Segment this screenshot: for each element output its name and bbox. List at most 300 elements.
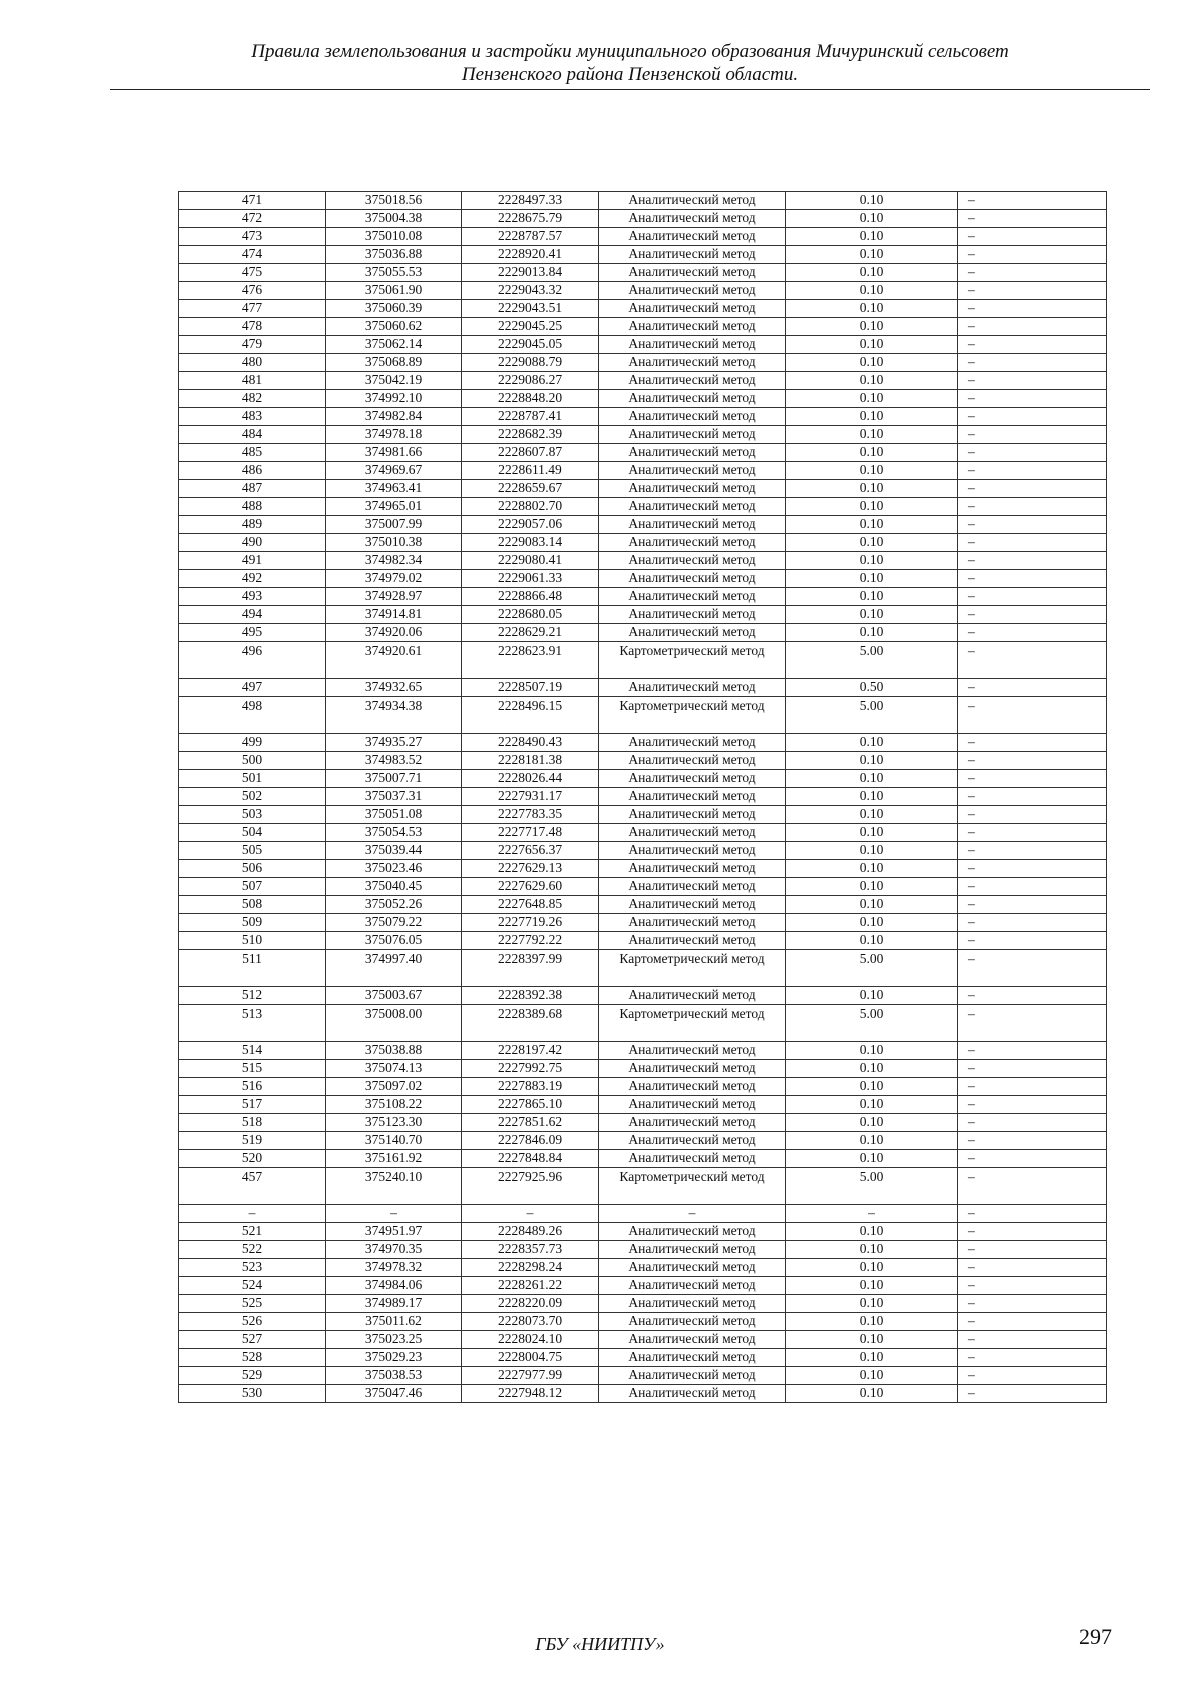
y-coordinate-cell: 2228197.42 xyxy=(462,1042,599,1060)
accuracy-cell: 0.10 xyxy=(786,318,958,336)
table-row xyxy=(179,896,1107,914)
table-row xyxy=(179,1313,1107,1331)
notes-cell: – xyxy=(958,752,1107,770)
accuracy-cell: 0.10 xyxy=(786,390,958,408)
point-number-cell: 513 xyxy=(179,1005,326,1042)
method-cell: Аналитический метод xyxy=(599,570,786,588)
method-cell: Аналитический метод xyxy=(599,1313,786,1331)
method-cell: Аналитический метод xyxy=(599,679,786,697)
table-row xyxy=(179,1349,1107,1367)
method-cell: Аналитический метод xyxy=(599,752,786,770)
point-number-cell: 515 xyxy=(179,1060,326,1078)
x-coordinate-cell: 374981.66 xyxy=(326,444,462,462)
x-coordinate-cell: 375038.53 xyxy=(326,1367,462,1385)
accuracy-cell: 5.00 xyxy=(786,1005,958,1042)
point-number-cell: 498 xyxy=(179,697,326,734)
y-coordinate-cell: 2227992.75 xyxy=(462,1060,599,1078)
method-cell: Аналитический метод xyxy=(599,788,786,806)
method-cell: Аналитический метод xyxy=(599,1223,786,1241)
method-cell: Аналитический метод xyxy=(599,914,786,932)
accuracy-cell: 5.00 xyxy=(786,697,958,734)
x-coordinate-cell: 374914.81 xyxy=(326,606,462,624)
y-coordinate-cell: 2228389.68 xyxy=(462,1005,599,1042)
point-number-cell: 528 xyxy=(179,1349,326,1367)
notes-cell: – xyxy=(958,480,1107,498)
page-number: 297 xyxy=(1079,1624,1112,1649)
table-row xyxy=(179,734,1107,752)
accuracy-cell: 0.10 xyxy=(786,372,958,390)
y-coordinate-cell: 2228490.43 xyxy=(462,734,599,752)
table-row xyxy=(179,264,1107,282)
x-coordinate-cell: 374989.17 xyxy=(326,1295,462,1313)
x-coordinate-cell: 375060.62 xyxy=(326,318,462,336)
table-row xyxy=(179,372,1107,390)
accuracy-cell: 5.00 xyxy=(786,642,958,679)
table-row xyxy=(179,282,1107,300)
x-coordinate-cell: 374983.52 xyxy=(326,752,462,770)
accuracy-cell: 0.10 xyxy=(786,1078,958,1096)
accuracy-cell: 0.10 xyxy=(786,1331,958,1349)
table-row xyxy=(179,516,1107,534)
method-cell: Аналитический метод xyxy=(599,1277,786,1295)
notes-cell: – xyxy=(958,1241,1107,1259)
point-number-cell: 502 xyxy=(179,788,326,806)
point-number-cell: 509 xyxy=(179,914,326,932)
x-coordinate-cell: 375007.99 xyxy=(326,516,462,534)
notes-cell: – xyxy=(958,1313,1107,1331)
method-cell: Аналитический метод xyxy=(599,1367,786,1385)
y-coordinate-cell: 2228920.41 xyxy=(462,246,599,264)
x-coordinate-cell: 375039.44 xyxy=(326,842,462,860)
accuracy-cell: 0.10 xyxy=(786,1042,958,1060)
notes-cell: – xyxy=(958,228,1107,246)
method-cell: Аналитический метод xyxy=(599,1331,786,1349)
point-number-cell: 497 xyxy=(179,679,326,697)
x-coordinate-cell: 375047.46 xyxy=(326,1385,462,1403)
x-coordinate-cell: 375040.45 xyxy=(326,878,462,896)
x-coordinate-cell: 374963.41 xyxy=(326,480,462,498)
method-cell: Аналитический метод xyxy=(599,498,786,516)
table-row xyxy=(179,570,1107,588)
method-cell: Аналитический метод xyxy=(599,192,786,210)
y-coordinate-cell: 2229086.27 xyxy=(462,372,599,390)
accuracy-cell: 0.10 xyxy=(786,444,958,462)
table-row xyxy=(179,697,1107,734)
accuracy-cell: 0.10 xyxy=(786,480,958,498)
table-row xyxy=(179,462,1107,480)
x-coordinate-cell: 375161.92 xyxy=(326,1150,462,1168)
method-cell: Аналитический метод xyxy=(599,770,786,788)
x-coordinate-cell: 374965.01 xyxy=(326,498,462,516)
notes-cell: – xyxy=(958,1277,1107,1295)
y-coordinate-cell: 2228261.22 xyxy=(462,1277,599,1295)
point-number-cell: 500 xyxy=(179,752,326,770)
notes-cell: – xyxy=(958,642,1107,679)
y-coordinate-cell: 2229043.32 xyxy=(462,282,599,300)
y-coordinate-cell: 2228629.21 xyxy=(462,624,599,642)
accuracy-cell: 0.10 xyxy=(786,192,958,210)
point-number-cell: 524 xyxy=(179,1277,326,1295)
y-coordinate-cell: 2227629.60 xyxy=(462,878,599,896)
notes-cell: – xyxy=(958,498,1107,516)
accuracy-cell: 0.10 xyxy=(786,534,958,552)
point-number-cell: 475 xyxy=(179,264,326,282)
x-coordinate-cell: 375004.38 xyxy=(326,210,462,228)
notes-cell: – xyxy=(958,842,1107,860)
y-coordinate-cell: 2227717.48 xyxy=(462,824,599,842)
notes-cell: – xyxy=(958,1259,1107,1277)
accuracy-cell: 0.10 xyxy=(786,824,958,842)
accuracy-cell: 0.10 xyxy=(786,1060,958,1078)
accuracy-cell: 0.10 xyxy=(786,914,958,932)
x-coordinate-cell: 374997.40 xyxy=(326,950,462,987)
coordinates-table-body xyxy=(179,192,1107,1403)
accuracy-cell: 0.10 xyxy=(786,264,958,282)
notes-cell: – xyxy=(958,588,1107,606)
x-coordinate-cell: 374992.10 xyxy=(326,390,462,408)
accuracy-cell: 0.10 xyxy=(786,734,958,752)
method-cell: Аналитический метод xyxy=(599,1060,786,1078)
table-row xyxy=(179,192,1107,210)
accuracy-cell: 0.10 xyxy=(786,1114,958,1132)
table-row xyxy=(179,390,1107,408)
x-coordinate-cell: 375108.22 xyxy=(326,1096,462,1114)
point-number-cell: 518 xyxy=(179,1114,326,1132)
notes-cell: – xyxy=(958,1385,1107,1403)
accuracy-cell: 0.10 xyxy=(786,570,958,588)
method-cell: Аналитический метод xyxy=(599,860,786,878)
notes-cell: – xyxy=(958,372,1107,390)
accuracy-cell: 0.10 xyxy=(786,1150,958,1168)
accuracy-cell: 0.10 xyxy=(786,1259,958,1277)
x-coordinate-cell: 375023.25 xyxy=(326,1331,462,1349)
notes-cell: – xyxy=(958,534,1107,552)
notes-cell: – xyxy=(958,1060,1107,1078)
header-divider xyxy=(110,89,1150,90)
point-number-cell: 493 xyxy=(179,588,326,606)
accuracy-cell: 0.10 xyxy=(786,1313,958,1331)
table-row xyxy=(179,752,1107,770)
point-number-cell: 519 xyxy=(179,1132,326,1150)
point-number-cell: 473 xyxy=(179,228,326,246)
notes-cell: – xyxy=(958,336,1107,354)
x-coordinate-cell: 374970.35 xyxy=(326,1241,462,1259)
table-row xyxy=(179,1367,1107,1385)
y-coordinate-cell: 2229013.84 xyxy=(462,264,599,282)
table-row xyxy=(179,1096,1107,1114)
table-row xyxy=(179,1060,1107,1078)
x-coordinate-cell: 375074.13 xyxy=(326,1060,462,1078)
point-number-cell: 510 xyxy=(179,932,326,950)
table-row xyxy=(179,318,1107,336)
accuracy-cell: 0.10 xyxy=(786,588,958,606)
table-row xyxy=(179,534,1107,552)
method-cell: Аналитический метод xyxy=(599,987,786,1005)
point-number-cell: 481 xyxy=(179,372,326,390)
y-coordinate-cell: 2228507.19 xyxy=(462,679,599,697)
x-coordinate-cell: 374934.38 xyxy=(326,697,462,734)
point-number-cell: 487 xyxy=(179,480,326,498)
notes-cell: – xyxy=(958,932,1107,950)
notes-cell: – xyxy=(958,1150,1107,1168)
method-cell: Аналитический метод xyxy=(599,336,786,354)
method-cell: Аналитический метод xyxy=(599,480,786,498)
x-coordinate-cell: – xyxy=(326,1205,462,1223)
y-coordinate-cell: 2227783.35 xyxy=(462,806,599,824)
y-coordinate-cell: 2228787.41 xyxy=(462,408,599,426)
accuracy-cell: 0.10 xyxy=(786,408,958,426)
point-number-cell: 477 xyxy=(179,300,326,318)
notes-cell: – xyxy=(958,1132,1107,1150)
accuracy-cell: 0.10 xyxy=(786,1223,958,1241)
x-coordinate-cell: 375140.70 xyxy=(326,1132,462,1150)
table-row xyxy=(179,860,1107,878)
table-row xyxy=(179,1241,1107,1259)
method-cell: Аналитический метод xyxy=(599,1295,786,1313)
x-coordinate-cell: 375054.53 xyxy=(326,824,462,842)
x-coordinate-cell: 374935.27 xyxy=(326,734,462,752)
notes-cell: – xyxy=(958,1042,1107,1060)
table-row xyxy=(179,300,1107,318)
y-coordinate-cell: 2228357.73 xyxy=(462,1241,599,1259)
notes-cell: – xyxy=(958,570,1107,588)
notes-cell: – xyxy=(958,606,1107,624)
point-number-cell: 488 xyxy=(179,498,326,516)
point-number-cell: 506 xyxy=(179,860,326,878)
table-row xyxy=(179,336,1107,354)
method-cell: Аналитический метод xyxy=(599,1150,786,1168)
y-coordinate-cell: 2229061.33 xyxy=(462,570,599,588)
table-row xyxy=(179,1385,1107,1403)
method-cell: Аналитический метод xyxy=(599,1259,786,1277)
table-row xyxy=(179,1132,1107,1150)
method-cell: Картометрический метод xyxy=(599,642,786,679)
notes-cell: – xyxy=(958,788,1107,806)
accuracy-cell: 0.10 xyxy=(786,1096,958,1114)
point-number-cell: 480 xyxy=(179,354,326,372)
method-cell: Аналитический метод xyxy=(599,228,786,246)
y-coordinate-cell: 2229043.51 xyxy=(462,300,599,318)
accuracy-cell: 0.10 xyxy=(786,842,958,860)
x-coordinate-cell: 374984.06 xyxy=(326,1277,462,1295)
x-coordinate-cell: 374928.97 xyxy=(326,588,462,606)
table-row xyxy=(179,552,1107,570)
x-coordinate-cell: 375062.14 xyxy=(326,336,462,354)
table-row xyxy=(179,914,1107,932)
accuracy-cell: 0.10 xyxy=(786,878,958,896)
point-number-cell: 517 xyxy=(179,1096,326,1114)
x-coordinate-cell: 375011.62 xyxy=(326,1313,462,1331)
table-row xyxy=(179,878,1107,896)
notes-cell: – xyxy=(958,1078,1107,1096)
notes-cell: – xyxy=(958,679,1107,697)
notes-cell: – xyxy=(958,426,1107,444)
table-row xyxy=(179,1078,1107,1096)
y-coordinate-cell: 2228220.09 xyxy=(462,1295,599,1313)
point-number-cell: 484 xyxy=(179,426,326,444)
point-number-cell: 505 xyxy=(179,842,326,860)
notes-cell: – xyxy=(958,1096,1107,1114)
method-cell: Аналитический метод xyxy=(599,282,786,300)
method-cell: Аналитический метод xyxy=(599,1385,786,1403)
notes-cell: – xyxy=(958,210,1107,228)
table-row xyxy=(179,354,1107,372)
method-cell: – xyxy=(599,1205,786,1223)
notes-cell: – xyxy=(958,1223,1107,1241)
accuracy-cell: 0.10 xyxy=(786,770,958,788)
x-coordinate-cell: 375060.39 xyxy=(326,300,462,318)
point-number-cell: 504 xyxy=(179,824,326,842)
notes-cell: – xyxy=(958,806,1107,824)
point-number-cell: 491 xyxy=(179,552,326,570)
point-number-cell: 496 xyxy=(179,642,326,679)
notes-cell: – xyxy=(958,824,1107,842)
table-row xyxy=(179,1005,1107,1042)
table-row xyxy=(179,842,1107,860)
accuracy-cell: 0.10 xyxy=(786,228,958,246)
x-coordinate-cell: 375123.30 xyxy=(326,1114,462,1132)
y-coordinate-cell: 2227848.84 xyxy=(462,1150,599,1168)
notes-cell: – xyxy=(958,408,1107,426)
x-coordinate-cell: 375007.71 xyxy=(326,770,462,788)
y-coordinate-cell: 2229045.05 xyxy=(462,336,599,354)
method-cell: Аналитический метод xyxy=(599,878,786,896)
method-cell: Аналитический метод xyxy=(599,246,786,264)
accuracy-cell: – xyxy=(786,1205,958,1223)
notes-cell: – xyxy=(958,624,1107,642)
method-cell: Аналитический метод xyxy=(599,824,786,842)
y-coordinate-cell: 2227948.12 xyxy=(462,1385,599,1403)
document-header xyxy=(110,40,1150,86)
point-number-cell: 485 xyxy=(179,444,326,462)
coordinates-table xyxy=(178,191,1107,1403)
notes-cell: – xyxy=(958,697,1107,734)
table-row xyxy=(179,642,1107,679)
method-cell: Аналитический метод xyxy=(599,426,786,444)
accuracy-cell: 0.10 xyxy=(786,932,958,950)
method-cell: Аналитический метод xyxy=(599,390,786,408)
notes-cell: – xyxy=(958,552,1107,570)
accuracy-cell: 5.00 xyxy=(786,950,958,987)
method-cell: Аналитический метод xyxy=(599,1132,786,1150)
accuracy-cell: 0.10 xyxy=(786,210,958,228)
method-cell: Аналитический метод xyxy=(599,300,786,318)
table-row xyxy=(179,606,1107,624)
accuracy-cell: 0.10 xyxy=(786,1295,958,1313)
table-row xyxy=(179,679,1107,697)
point-number-cell: 499 xyxy=(179,734,326,752)
method-cell: Картометрический метод xyxy=(599,950,786,987)
y-coordinate-cell: 2229080.41 xyxy=(462,552,599,570)
notes-cell: – xyxy=(958,914,1107,932)
method-cell: Картометрический метод xyxy=(599,1168,786,1205)
y-coordinate-cell: 2228489.26 xyxy=(462,1223,599,1241)
x-coordinate-cell: 375079.22 xyxy=(326,914,462,932)
method-cell: Аналитический метод xyxy=(599,1349,786,1367)
accuracy-cell: 0.10 xyxy=(786,752,958,770)
notes-cell: – xyxy=(958,1295,1107,1313)
accuracy-cell: 0.10 xyxy=(786,336,958,354)
notes-cell: – xyxy=(958,318,1107,336)
table-row xyxy=(179,1168,1107,1205)
point-number-cell: 482 xyxy=(179,390,326,408)
accuracy-cell: 0.10 xyxy=(786,606,958,624)
point-number-cell: 516 xyxy=(179,1078,326,1096)
table-row xyxy=(179,1331,1107,1349)
accuracy-cell: 0.10 xyxy=(786,282,958,300)
method-cell: Аналитический метод xyxy=(599,896,786,914)
x-coordinate-cell: 375076.05 xyxy=(326,932,462,950)
point-number-cell: 478 xyxy=(179,318,326,336)
point-number-cell: 525 xyxy=(179,1295,326,1313)
table-row xyxy=(179,588,1107,606)
y-coordinate-cell: 2227629.13 xyxy=(462,860,599,878)
y-coordinate-cell: 2227719.26 xyxy=(462,914,599,932)
notes-cell: – xyxy=(958,516,1107,534)
accuracy-cell: 0.10 xyxy=(786,806,958,824)
y-coordinate-cell: 2227883.19 xyxy=(462,1078,599,1096)
method-cell: Аналитический метод xyxy=(599,264,786,282)
method-cell: Аналитический метод xyxy=(599,1096,786,1114)
method-cell: Аналитический метод xyxy=(599,624,786,642)
y-coordinate-cell: 2227656.37 xyxy=(462,842,599,860)
point-number-cell: 489 xyxy=(179,516,326,534)
x-coordinate-cell: 375037.31 xyxy=(326,788,462,806)
table-row xyxy=(179,444,1107,462)
accuracy-cell: 0.10 xyxy=(786,498,958,516)
method-cell: Аналитический метод xyxy=(599,842,786,860)
y-coordinate-cell: 2228682.39 xyxy=(462,426,599,444)
method-cell: Аналитический метод xyxy=(599,1114,786,1132)
table-row xyxy=(179,480,1107,498)
x-coordinate-cell: 375055.53 xyxy=(326,264,462,282)
notes-cell: – xyxy=(958,192,1107,210)
x-coordinate-cell: 374982.84 xyxy=(326,408,462,426)
x-coordinate-cell: 375097.02 xyxy=(326,1078,462,1096)
method-cell: Аналитический метод xyxy=(599,932,786,950)
point-number-cell: 527 xyxy=(179,1331,326,1349)
table-row xyxy=(179,1277,1107,1295)
table-row xyxy=(179,770,1107,788)
y-coordinate-cell: 2228659.67 xyxy=(462,480,599,498)
y-coordinate-cell: 2227865.10 xyxy=(462,1096,599,1114)
x-coordinate-cell: 375003.67 xyxy=(326,987,462,1005)
x-coordinate-cell: 374978.32 xyxy=(326,1259,462,1277)
point-number-cell: 490 xyxy=(179,534,326,552)
method-cell: Аналитический метод xyxy=(599,734,786,752)
point-number-cell: 503 xyxy=(179,806,326,824)
table-row xyxy=(179,228,1107,246)
x-coordinate-cell: 375240.10 xyxy=(326,1168,462,1205)
x-coordinate-cell: 375010.38 xyxy=(326,534,462,552)
y-coordinate-cell: 2228073.70 xyxy=(462,1313,599,1331)
y-coordinate-cell: 2228497.33 xyxy=(462,192,599,210)
accuracy-cell: 0.10 xyxy=(786,624,958,642)
point-number-cell: 472 xyxy=(179,210,326,228)
y-coordinate-cell: 2228802.70 xyxy=(462,498,599,516)
accuracy-cell: 0.10 xyxy=(786,1349,958,1367)
notes-cell: – xyxy=(958,896,1107,914)
y-coordinate-cell: 2227931.17 xyxy=(462,788,599,806)
point-number-cell: 471 xyxy=(179,192,326,210)
table-row xyxy=(179,1150,1107,1168)
x-coordinate-cell: 375010.08 xyxy=(326,228,462,246)
point-number-cell: 492 xyxy=(179,570,326,588)
notes-cell: – xyxy=(958,1168,1107,1205)
point-number-cell: 476 xyxy=(179,282,326,300)
table-row xyxy=(179,987,1107,1005)
y-coordinate-cell: 2227925.96 xyxy=(462,1168,599,1205)
